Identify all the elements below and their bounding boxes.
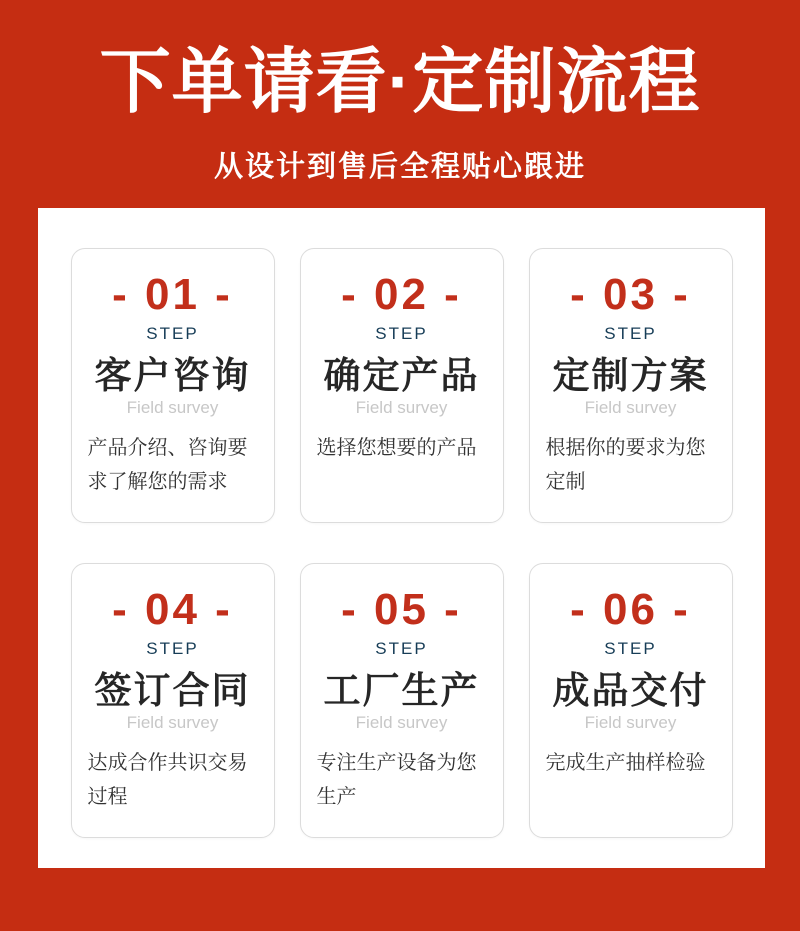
step-description: 产品介绍、咨询要求了解您的需求 [87, 437, 248, 493]
step-title: 成品交付 [552, 670, 709, 711]
step-title: 签订合同 [94, 670, 251, 711]
step-card-6 [529, 563, 733, 838]
step-label: STEP [604, 639, 657, 658]
banner-title: 下单请看·定制流程 [99, 43, 701, 122]
banner-subtitle: 从设计到售后全程贴心跟进 [213, 150, 586, 183]
step-card-5 [300, 563, 504, 838]
step-number: - 06 - [570, 585, 691, 634]
step-card-2 [300, 248, 504, 523]
step-card-1 [71, 248, 275, 523]
banner-header [0, 0, 800, 208]
step-title: 确定产品 [323, 355, 480, 396]
step-title: 定制方案 [552, 355, 709, 396]
step-subtitle: Field survey [126, 713, 219, 732]
step-description: 选择您想要的产品 [316, 437, 477, 459]
step-card-4 [71, 563, 275, 838]
step-number: - 01 - [112, 270, 233, 319]
step-subtitle: Field survey [355, 398, 448, 417]
step-description: 完成生产抽样检验 [545, 752, 706, 774]
step-number: - 03 - [570, 270, 691, 319]
step-subtitle: Field survey [584, 398, 677, 417]
steps-grid [38, 248, 765, 838]
step-number: - 04 - [112, 585, 233, 634]
step-description: 根据你的要求为您定制 [545, 437, 706, 493]
step-title: 工厂生产 [323, 670, 480, 711]
step-description: 专注生产设备为您生产 [316, 752, 477, 808]
step-label: STEP [604, 324, 657, 343]
steps-panel [38, 208, 765, 868]
step-title: 客户咨询 [94, 355, 251, 396]
step-subtitle: Field survey [355, 713, 448, 732]
step-label: STEP [375, 324, 428, 343]
step-label: STEP [375, 639, 428, 658]
step-number: - 05 - [341, 585, 462, 634]
step-label: STEP [146, 324, 199, 343]
step-card-3 [529, 248, 733, 523]
step-description: 达成合作共识交易过程 [87, 752, 248, 808]
step-subtitle: Field survey [126, 398, 219, 417]
step-subtitle: Field survey [584, 713, 677, 732]
step-number: - 02 - [341, 270, 462, 319]
step-label: STEP [146, 639, 199, 658]
